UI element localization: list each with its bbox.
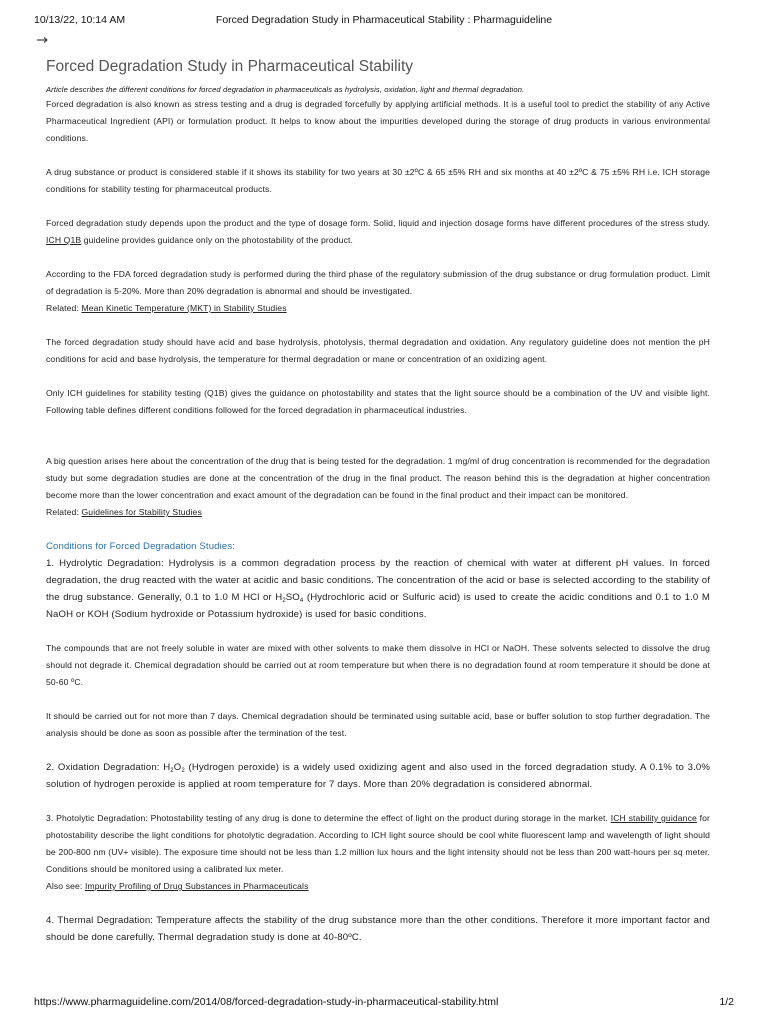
paragraph-solvents: The compounds that are not freely soluble in water are mixed with other solvents to make them dissolve in HCl or NaOH. These solvents selected to dissolve the drug should not degrade it. Chemical degradation should be carried out at room temperature but when there is no degradation found at room temperature it should be done at 50-60 ºC. bbox=[46, 643, 710, 687]
page-number: 1/2 bbox=[719, 996, 734, 1008]
paragraph-hydrolytic: 1. Hydrolytic Degradation: Hydrolysis is a common degradation process by the reaction of chemical with water at different pH values. In forced degradation, the drug reacted with the water at acidic and basic conditions. The concentration of the acid or base is selected according to the stability of the drug substance. Generally, 0.1 to 1.0 M HCl or $H_2SO_4$ (Hydrochloric acid or Sulfuric acid) is used to create the acidic conditions and 0.1 to 1.0 M NaOH or KOH (Sodium hydroxide or Potassium hydroxide) is used for basic conditions. bbox=[46, 558, 710, 620]
paragraph-dosage-forms: Forced degradation study depends upon the product and the type of dosage form. Solid, liquid and injection dosage forms have different procedures of the stress study. ICH Q1B guideline provides guidance only on the photostability of the product. bbox=[46, 218, 710, 245]
paragraph-thermal: 4. Thermal Degradation: Temperature affects the stability of the drug substance more than the other conditions. Therefore it more important factor and should be done carefully. Thermal degradation study is done at 40-80ºC. bbox=[46, 915, 710, 943]
paragraph-termination: It should be carried out for not more than 7 days. Chemical degradation should be terminated using suitable acid, base or buffer solution to stop further degradation. The analysis should be done as soon as possible after the termination of the test. bbox=[46, 711, 710, 738]
page-url: https://www.pharmaguideline.com/2014/08/forced-degradation-study-in-pharmaceutical-stability.html bbox=[34, 996, 499, 1008]
article-title: Forced Degradation Study in Pharmaceutical Stability bbox=[46, 58, 414, 75]
paragraph-study-types: The forced degradation study should have acid and base hydrolysis, photolysis, thermal degradation and oxidation. Any regulatory guideline does not mention the pH conditions for acid and base hydrolysis, the temperature for thermal degradation or mane or concentration of an oxidizing agent. bbox=[46, 337, 710, 364]
paragraph-concentration: A big question arises here about the concentration of the drug that is being tested for the degradation. 1 mg/ml of drug concentration is recommended for the degradation study but some degradation studies are done at the concentration of the drug in the final product. The reason behind this is the degradation at higher concentration become more than the lower concentration and exact amount of the degradation can be found in the final product and their impact can be monitored. bbox=[46, 456, 710, 500]
section-heading: Conditions for Forced Degradation Studies: bbox=[46, 541, 236, 552]
print-datetime: 10/13/22, 10:14 AM bbox=[34, 14, 126, 26]
also-see-impurity: Also see: Impurity Profiling of Drug Substances in Pharmaceuticals bbox=[46, 881, 309, 891]
paragraph-stability-criteria: A drug substance or product is considered stable if it shows its stability for two years at 30 ±2ºC & 65 ±5% RH and six months at 40 ±2ºC & 75 ±5% RH i.e. ICH storage conditions for stability testing for pharmaceutcal products. bbox=[46, 167, 710, 194]
ich-stability-guidance-link[interactable]: ICH stability guidance bbox=[610, 813, 697, 823]
article-subtitle: Article describes the different conditions for forced degradation in pharmaceuticals as hydrolysis, oxidation, light and thermal degradation. bbox=[46, 85, 525, 94]
article bbox=[46, 56, 710, 946]
paragraph-fda: According to the FDA forced degradation study is performed during the third phase of the regulatory submission of the drug substance or drug formulation product. Limit of degradation is 5-20%. More than 20% degradation is abnormal and should be investigated. bbox=[46, 269, 710, 296]
print-title: Forced Degradation Study in Pharmaceutical Stability : Pharmaguideline bbox=[215, 14, 553, 26]
mkt-link[interactable]: Mean Kinetic Temperature (MKT) in Stability Studies bbox=[81, 303, 287, 313]
arrow-icon[interactable] bbox=[36, 36, 50, 44]
ich-q1b-link[interactable]: ICH Q1B bbox=[46, 235, 82, 245]
print-footer bbox=[34, 996, 734, 1012]
paragraph-photolytic: 3. Photolytic Degradation: Photostability testing of any drug is done to determine the effect of light on the product during storage in the market. ICH stability guidance for photostability describe the light conditions for photolytic degradation. According to ICH light source should be cool white fluorescent lamp and wavelength of light should be 200-800 nm (UV+ visible). The exposure time should not be less than 1.2 million lux hours and the light intensity should not be less than 200 watt-hours per sq meter. Conditions should be monitored using a calibrated lux meter. bbox=[46, 813, 710, 874]
paragraph-ich-photostability: Only ICH guidelines for stability testing (Q1B) gives the guidance on photostability and states that the light source should be a combination of the UV and visible light. Following table defines different conditions followed for the forced degradation in pharmaceutical industries. bbox=[46, 388, 710, 415]
paragraph-intro: Forced degradation is also known as stress testing and a drug is degraded forcefully by applying artificial methods. It is a useful tool to predict the stability of any Active Pharmaceutical Ingredient (API) or formulation product. It helps to know about the impurities developed during the storage of drug products in various environmental conditions. bbox=[46, 99, 710, 143]
guidelines-link[interactable]: Guidelines for Stability Studies bbox=[81, 507, 202, 517]
impurity-profiling-link[interactable]: Impurity Profiling of Drug Substances in Pharmaceuticals bbox=[84, 881, 309, 891]
related-guidelines: Related: Guidelines for Stability Studies bbox=[46, 507, 202, 517]
related-mkt: Related: Mean Kinetic Temperature (MKT) in Stability Studies bbox=[46, 303, 287, 313]
paragraph-oxidation: 2. Oxidation Degradation: $H_2O_2$ (Hydrogen peroxide) is a widely used oxidizing agent and also used in the forced degradation study. A 0.1% to 3.0% solution of hydrogen peroxide is applied at room temperature for 7 days. More than 20% degradation is considered abnormal. bbox=[46, 762, 710, 790]
print-header bbox=[34, 14, 734, 30]
